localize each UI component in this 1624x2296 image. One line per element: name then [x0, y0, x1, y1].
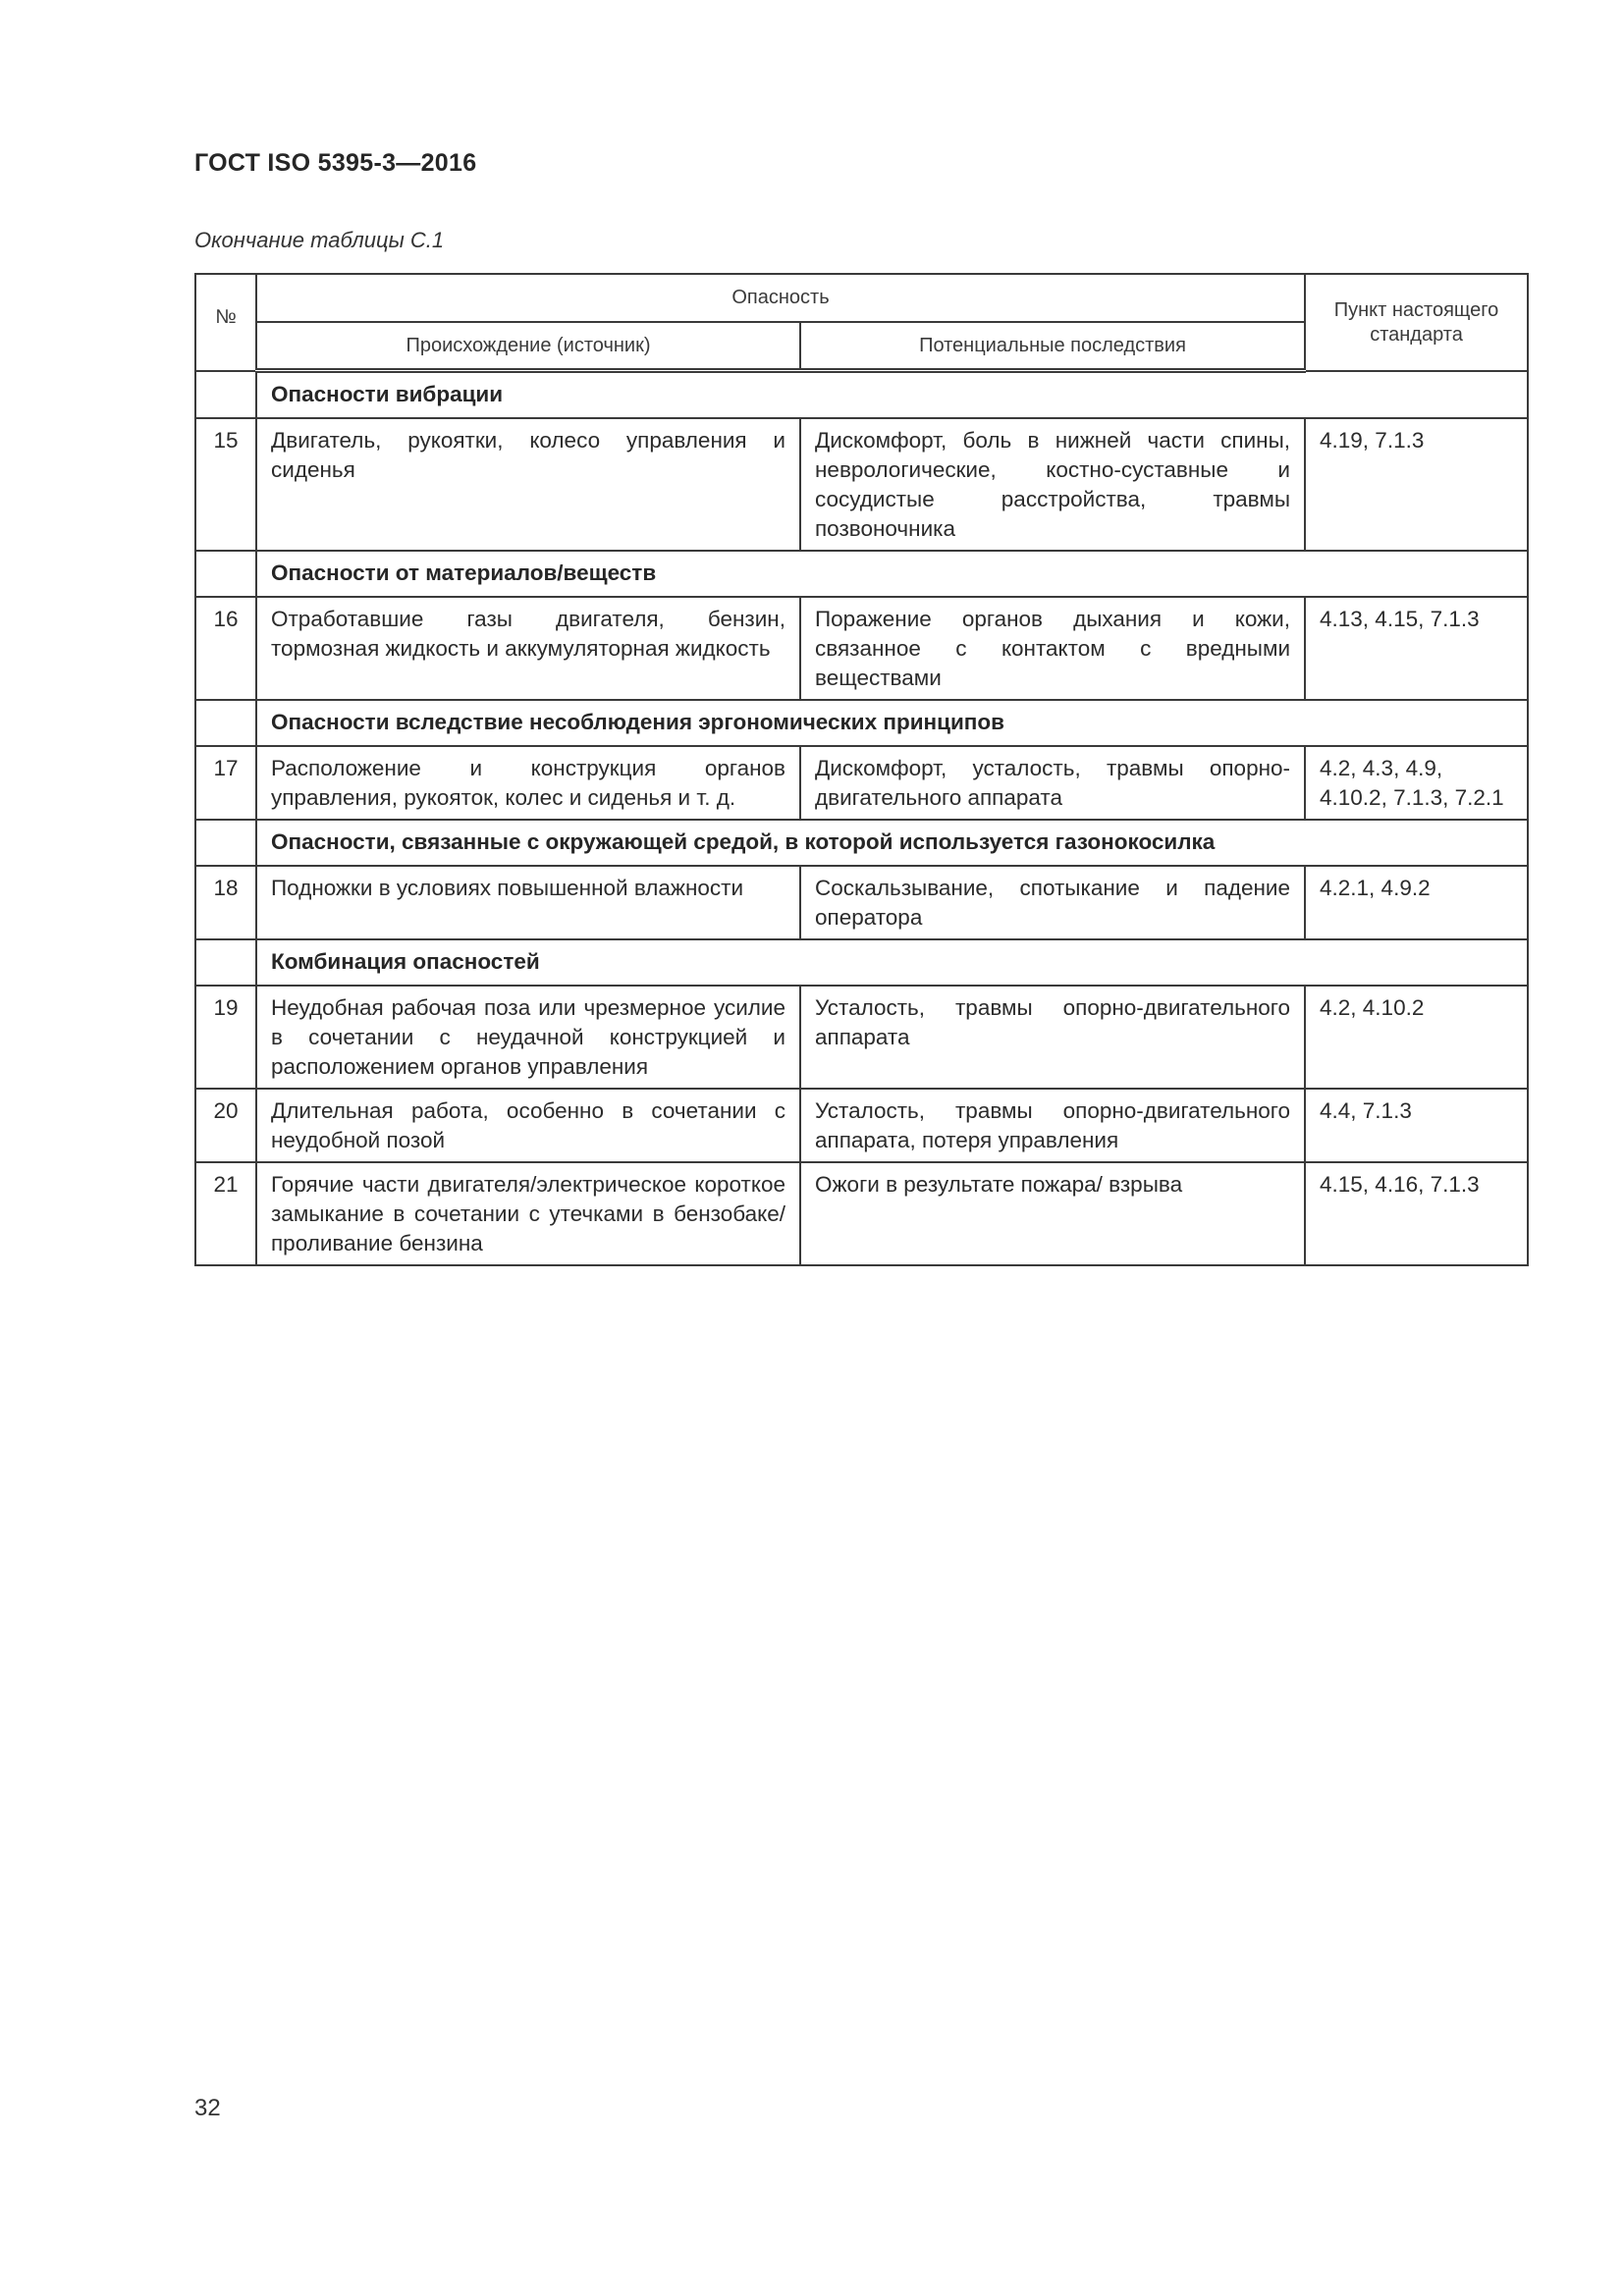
- hazard-consequences: Дискомфорт, боль в нижней части спины, неврологические, костно-суставные и сосудистые расстройства, травмы позвоночника: [800, 418, 1305, 551]
- hazard-source: Двигатель, рукоятки, колесо управления и сиденья: [256, 418, 800, 551]
- group-title: Комбинация опасностей: [256, 939, 1528, 986]
- row-number: 21: [195, 1162, 256, 1265]
- standard-clause: 4.4, 7.1.3: [1305, 1089, 1528, 1162]
- page-number: 32: [194, 2095, 221, 2121]
- document-title: ГОСТ ISO 5395-3—2016: [194, 149, 477, 177]
- table-row: [195, 986, 1528, 1089]
- hazard-consequences: Ожоги в результате пожара/ взрыва: [800, 1162, 1305, 1265]
- standard-clause: 4.2, 4.3, 4.9, 4.10.2, 7.1.3, 7.2.1: [1305, 746, 1528, 820]
- hazard-source: Длительная работа, особенно в сочетании с неудобной позой: [256, 1089, 800, 1162]
- hazard-consequences: Соскальзывание, спотыкание и падение оператора: [800, 866, 1305, 939]
- row-number: 20: [195, 1089, 256, 1162]
- hazard-source: Отработавшие газы двигателя, бензин, тормозная жидкость и аккумуляторная жидкость: [256, 597, 800, 700]
- column-header-source: Происхождение (источник): [256, 322, 800, 371]
- standard-clause: 4.2, 4.10.2: [1305, 986, 1528, 1089]
- standard-clause: 4.13, 4.15, 7.1.3: [1305, 597, 1528, 700]
- hazard-source: Горячие части двигателя/электрическое короткое замыкание в сочетании с утечками в бензобаке/проливание бензина: [256, 1162, 800, 1265]
- column-header-hazard: Опасность: [256, 274, 1305, 322]
- row-number: 19: [195, 986, 256, 1089]
- column-header-consequences: Потенциальные последствия: [800, 322, 1305, 371]
- group-row: [195, 551, 1528, 597]
- table-row: [195, 746, 1528, 820]
- table-caption: Окончание таблицы С.1: [194, 228, 445, 252]
- standard-clause: 4.19, 7.1.3: [1305, 418, 1528, 551]
- hazard-table: [194, 273, 1529, 1266]
- group-title: Опасности, связанные с окружающей средой, в которой используется газонокосилка: [256, 820, 1528, 866]
- group-row: [195, 371, 1528, 419]
- table-row: [195, 1089, 1528, 1162]
- hazard-consequences: Усталость, травмы опорно-двигательного аппарата, потеря управления: [800, 1089, 1305, 1162]
- table-row: [195, 866, 1528, 939]
- standard-clause: 4.2.1, 4.9.2: [1305, 866, 1528, 939]
- column-header-clause: Пункт настоящего стандарта: [1305, 274, 1528, 371]
- group-row: [195, 820, 1528, 866]
- table-row: [195, 418, 1528, 551]
- row-number: 15: [195, 418, 256, 551]
- group-title: Опасности вследствие несоблюдения эргономических принципов: [256, 700, 1528, 746]
- row-number: 16: [195, 597, 256, 700]
- hazard-consequences: Поражение органов дыхания и кожи, связанное с контактом с вредными веществами: [800, 597, 1305, 700]
- table-row: [195, 1162, 1528, 1265]
- column-header-number: №: [195, 274, 256, 371]
- hazard-source: Неудобная рабочая поза или чрезмерное усилие в сочетании с неудачной конструкцией и расположением органов управления: [256, 986, 800, 1089]
- table-row: [195, 597, 1528, 700]
- group-row: [195, 939, 1528, 986]
- row-number: 17: [195, 746, 256, 820]
- hazard-consequences: Дискомфорт, усталость, травмы опорно-двигательного аппарата: [800, 746, 1305, 820]
- group-title: Опасности вибрации: [256, 371, 1528, 419]
- group-row: [195, 700, 1528, 746]
- standard-clause: 4.15, 4.16, 7.1.3: [1305, 1162, 1528, 1265]
- hazard-source: Расположение и конструкция органов управления, рукояток, колес и сиденья и т. д.: [256, 746, 800, 820]
- hazard-source: Подножки в условиях повышенной влажности: [256, 866, 800, 939]
- hazard-consequences: Усталость, травмы опорно-двигательного аппарата: [800, 986, 1305, 1089]
- group-title: Опасности от материалов/веществ: [256, 551, 1528, 597]
- row-number: 18: [195, 866, 256, 939]
